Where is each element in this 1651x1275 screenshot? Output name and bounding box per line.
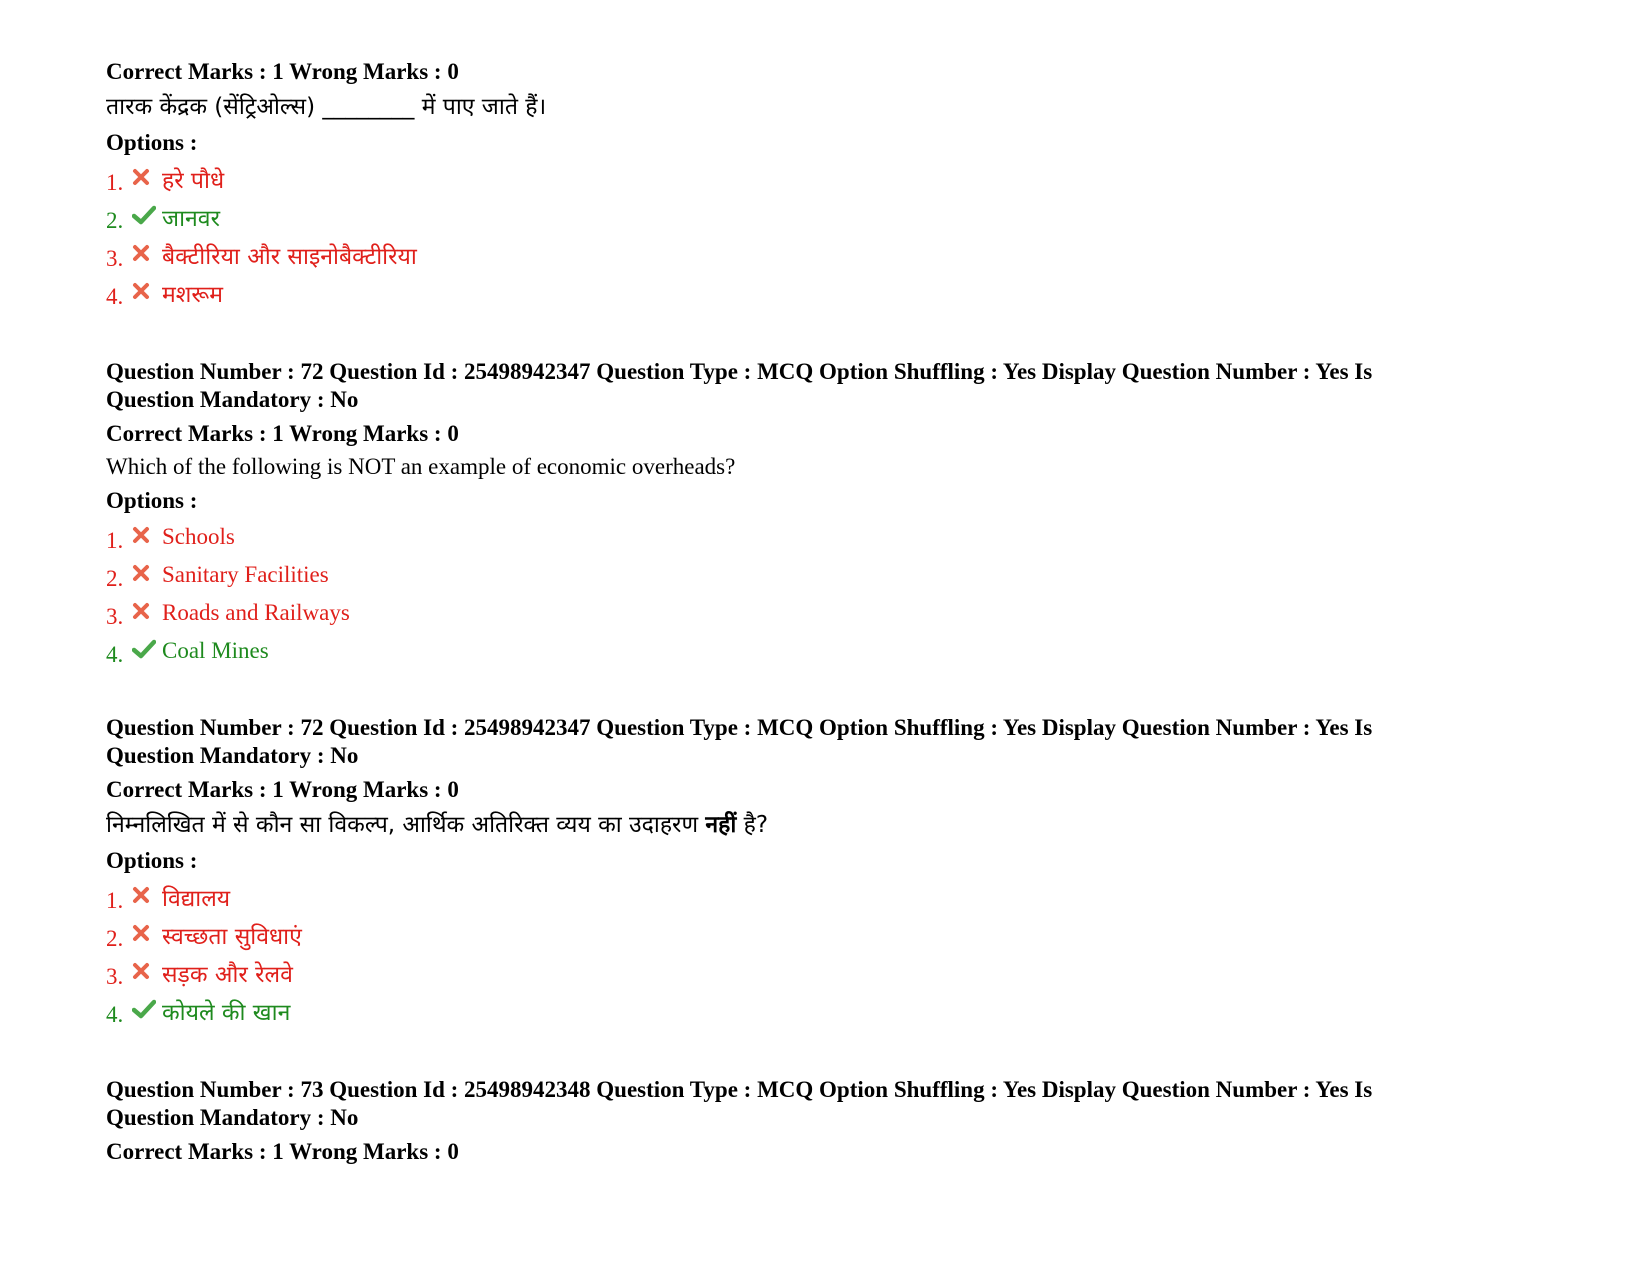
option-number: 3. [106,604,124,629]
question-meta-line: Question Number : 73 Question Id : 25498942348 Question Type : MCQ Option Shuffling : Yes Display Question Number : Yes Is [106,1077,1373,1102]
options-label: Options : [106,848,198,873]
option-item [106,160,1546,198]
option-text: Schools [162,524,235,549]
option-text: मशरूम [162,282,224,308]
option-number: 4. [106,1002,124,1027]
marks-line: Correct Marks : 1 Wrong Marks : 0 [106,421,459,446]
option-item [106,632,1546,670]
question-text-part: निम्नलिखित में से कौन सा विकल्प, आर्थिक अतिरिक्त व्यय का उदाहरण [106,812,706,838]
question-text: तारक केंद्रक (सेंट्रिओल्स) ________ में पाए जाते हैं। [106,94,547,120]
option-text: विद्यालय [162,886,231,912]
cross-icon [132,883,162,907]
option-text: सड़क और रेलवे [162,962,293,988]
question-meta-line: Question Number : 72 Question Id : 25498942347 Question Type : MCQ Option Shuffling : Yes Display Question Number : Yes Is [106,715,1373,740]
question-text [106,808,1546,842]
option-number: 4. [106,642,124,667]
option-number: 2. [106,208,124,233]
option-item [106,878,1546,916]
cross-icon [132,165,162,189]
option-item [106,992,1546,1030]
question-text: Which of the following is NOT an example of economic overheads? [106,454,736,479]
question-meta-line: Question Mandatory : No [106,1105,359,1130]
option-item [106,274,1546,312]
question-meta-line: Question Mandatory : No [106,387,359,412]
cross-icon [132,959,162,983]
option-item [106,916,1546,954]
cross-icon [132,279,162,303]
options-list [106,878,1546,1030]
option-number: 1. [106,528,124,553]
option-item [106,198,1546,236]
question-meta-line: Question Number : 72 Question Id : 25498942347 Question Type : MCQ Option Shuffling : Yes Display Question Number : Yes Is [106,359,1373,384]
option-item [106,518,1546,556]
option-number: 1. [106,170,124,195]
option-text: हरे पौधे [162,168,225,194]
marks-line: Correct Marks : 1 Wrong Marks : 0 [106,1139,459,1164]
option-item [106,954,1546,992]
options-list [106,518,1546,670]
option-text: Coal Mines [162,638,269,663]
check-icon [132,203,162,227]
question-meta-line: Question Mandatory : No [106,743,359,768]
cross-icon [132,523,162,547]
option-text: जानवर [162,206,220,232]
option-number: 1. [106,888,124,913]
options-list [106,160,1546,312]
option-item [106,594,1546,632]
option-text: स्वच्छता सुविधाएं [162,924,302,950]
option-text: Sanitary Facilities [162,562,329,587]
check-icon [132,997,162,1021]
cross-icon [132,241,162,265]
option-item [106,236,1546,274]
option-number: 2. [106,566,124,591]
cross-icon [132,599,162,623]
question-text-emphasis: नहीं [705,812,737,838]
question-block [106,1076,1546,1166]
option-number: 4. [106,284,124,309]
question-block [106,714,1546,1030]
question-text-part: है? [736,812,769,838]
options-label: Options : [106,130,198,155]
check-icon [132,637,162,661]
marks-line: Correct Marks : 1 Wrong Marks : 0 [106,59,459,84]
option-item [106,556,1546,594]
cross-icon [132,921,162,945]
options-label: Options : [106,488,198,513]
question-block [106,358,1546,670]
option-text: बैक्टीरिया और साइनोबैक्टीरिया [162,244,417,270]
cross-icon [132,561,162,585]
option-number: 2. [106,926,124,951]
option-number: 3. [106,964,124,989]
question-paper [106,58,1546,1170]
option-number: 3. [106,246,124,271]
question-block [106,58,1546,312]
option-text: कोयले की खान [162,1000,291,1026]
marks-line: Correct Marks : 1 Wrong Marks : 0 [106,777,459,802]
option-text: Roads and Railways [162,600,350,625]
